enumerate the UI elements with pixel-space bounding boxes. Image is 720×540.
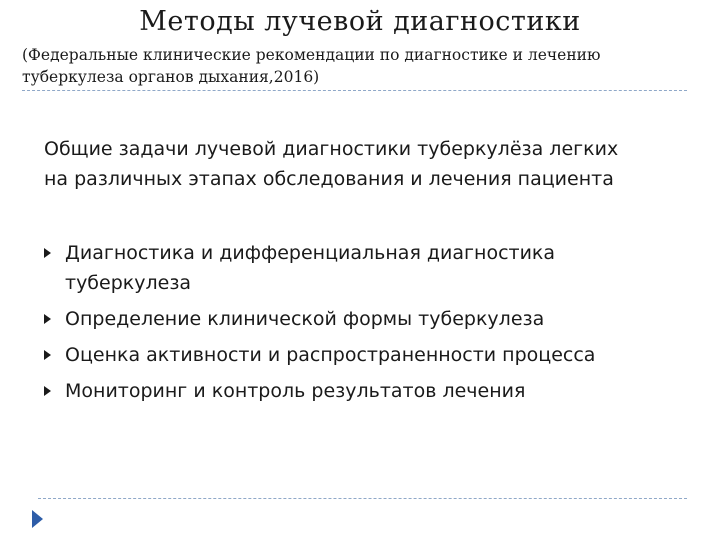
intro-paragraph bbox=[44, 134, 684, 194]
bullet-text: Определение клинической формы туберкулеза bbox=[65, 308, 545, 330]
slide-subtitle bbox=[22, 44, 702, 88]
triangle-right-icon bbox=[44, 248, 51, 258]
bullet-text: Мониторинг и контроль результатов лечения bbox=[65, 380, 526, 402]
bullet-item-diagnosis bbox=[40, 238, 680, 298]
intro-line-2: на различных этапах обследования и лечения пациента bbox=[44, 168, 614, 190]
blue-triangle-arrow-icon bbox=[32, 510, 43, 528]
bottom-divider bbox=[38, 498, 687, 499]
bullet-item-activity-assessment bbox=[40, 340, 680, 370]
bullet-text-line-1: Диагностика и дифференциальная диагностика bbox=[65, 242, 556, 264]
bullet-item-clinical-form bbox=[40, 304, 680, 334]
top-divider bbox=[22, 90, 687, 91]
triangle-right-icon bbox=[44, 350, 51, 360]
bullet-text-line-2: туберкулеза bbox=[65, 272, 192, 294]
bullet-list bbox=[40, 238, 680, 406]
bullet-item-monitoring bbox=[40, 376, 680, 406]
subtitle-line-1: (Федеральные клинические рекомендации по диагностике и лечению bbox=[22, 46, 601, 64]
triangle-right-icon bbox=[44, 314, 51, 324]
bullet-text: Оценка активности и распространенности процесса bbox=[65, 344, 596, 366]
intro-line-1: Общие задачи лучевой диагностики туберкулёза легких bbox=[44, 138, 619, 160]
slide-title: Методы лучевой диагностики bbox=[139, 6, 581, 37]
triangle-right-icon bbox=[44, 386, 51, 396]
subtitle-line-2: туберкулеза органов дыхания,2016) bbox=[22, 68, 320, 86]
